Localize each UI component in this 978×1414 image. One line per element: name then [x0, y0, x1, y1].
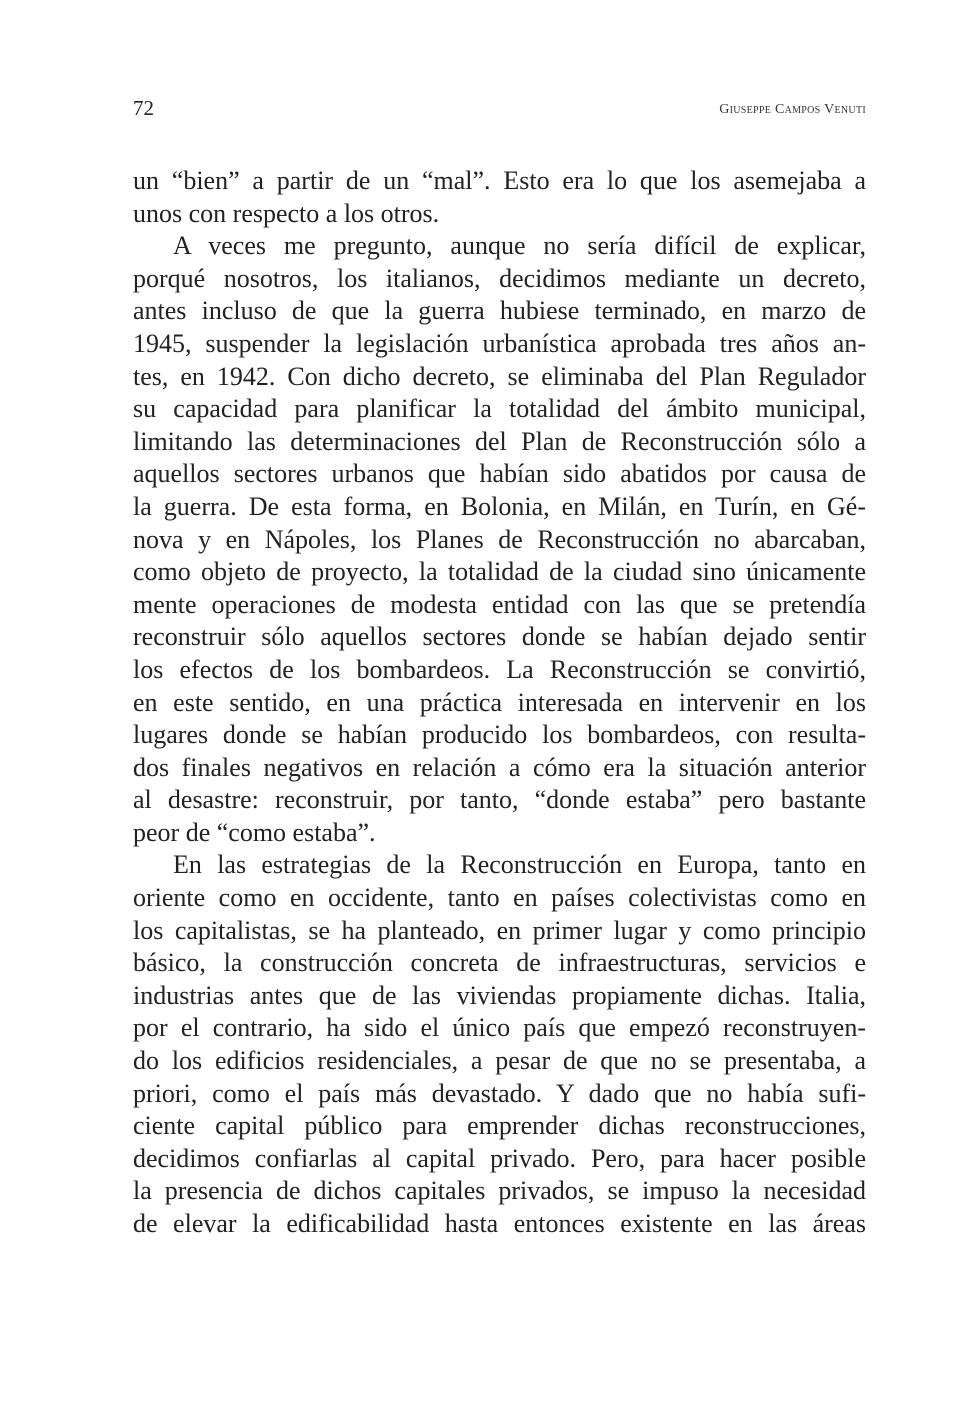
text-line: un “bien” a partir de un “mal”. Esto era lo que los asemejaba a	[133, 166, 866, 195]
text-line: al desastre: reconstruir, por tanto, “donde estaba” pero bastante	[133, 785, 866, 815]
page-header	[133, 96, 866, 126]
text-line: su capacidad para planificar la totalidad del ámbito municipal,	[133, 394, 866, 424]
text-line: dos finales negativos en relación a cómo era la situación anterior	[133, 752, 866, 782]
text-line: tes, en 1942. Con dicho decreto, se eliminaba del Plan Regulador	[133, 361, 866, 391]
text-line: los efectos de los bombardeos. La Reconstrucción se convirtió,	[133, 654, 866, 684]
text-line: antes incluso de que la guerra hubiese terminado, en marzo de	[133, 296, 866, 326]
paragraph	[133, 230, 866, 849]
text-line: por el contrario, ha sido el único país que empezó reconstruyen-	[133, 1013, 866, 1043]
text-line: priori, como el país más devastado. Y dado que no había sufi-	[133, 1078, 866, 1108]
text-line: reconstruir sólo aquellos sectores donde se habían dejado sentir	[133, 622, 866, 652]
text-line: la guerra. De esta forma, en Bolonia, en Milán, en Turín, en Gé-	[133, 491, 866, 521]
text-line: de elevar la edificabilidad hasta entonces existente en las áreas	[133, 1209, 866, 1238]
text-line: A veces me pregunto, aunque no sería difícil de explicar,	[173, 231, 866, 261]
text-line: En las estrategias de la Reconstrucción en Europa, tanto en	[173, 850, 866, 880]
text-line: industrias antes que de las viviendas propiamente dichas. Italia,	[133, 980, 866, 1010]
text-line: la presencia de dichos capitales privados, se impuso la necesidad	[133, 1176, 866, 1206]
text-line: mente operaciones de modesta entidad con las que se pretendía	[133, 589, 866, 619]
page-number: 72	[133, 96, 154, 120]
running-head: Giuseppe Campos Venuti	[719, 102, 866, 117]
text-line: 1945, suspender la legislación urbanística aprobada tres años an-	[133, 328, 866, 358]
text-line: decidimos confiarlas al capital privado. Pero, para hacer posible	[133, 1143, 866, 1173]
text-line: oriente como en occidente, tanto en países colectivistas como en	[133, 883, 866, 913]
text-line: unos con respecto a los otros.	[133, 198, 440, 228]
text-line: los capitalistas, se ha planteado, en primer lugar y como principio	[133, 915, 866, 945]
text-line: porqué nosotros, los italianos, decidimos mediante un decreto,	[133, 263, 866, 293]
text-line: do los edificios residenciales, a pesar de que no se presentaba, a	[133, 1046, 866, 1076]
text-line: limitando las determinaciones del Plan de Reconstrucción sólo a	[133, 426, 866, 456]
text-line: en este sentido, en una práctica interesada en intervenir en los	[133, 687, 866, 717]
body-text	[133, 165, 866, 1241]
text-line: nova y en Nápoles, los Planes de Reconstrucción no abarcaban,	[133, 524, 866, 554]
text-line: peor de “como estaba”.	[133, 817, 376, 847]
paragraph	[133, 165, 866, 230]
paragraph	[133, 849, 866, 1240]
text-line: aquellos sectores urbanos que habían sido abatidos por causa de	[133, 459, 866, 489]
text-line: como objeto de proyecto, la totalidad de la ciudad sino únicamente	[133, 557, 866, 587]
text-line: ciente capital público para emprender dichas reconstrucciones,	[133, 1111, 866, 1141]
text-line: básico, la construcción concreta de infraestructuras, servicios e	[133, 948, 866, 978]
text-line: lugares donde se habían producido los bombardeos, con resulta-	[133, 720, 866, 750]
